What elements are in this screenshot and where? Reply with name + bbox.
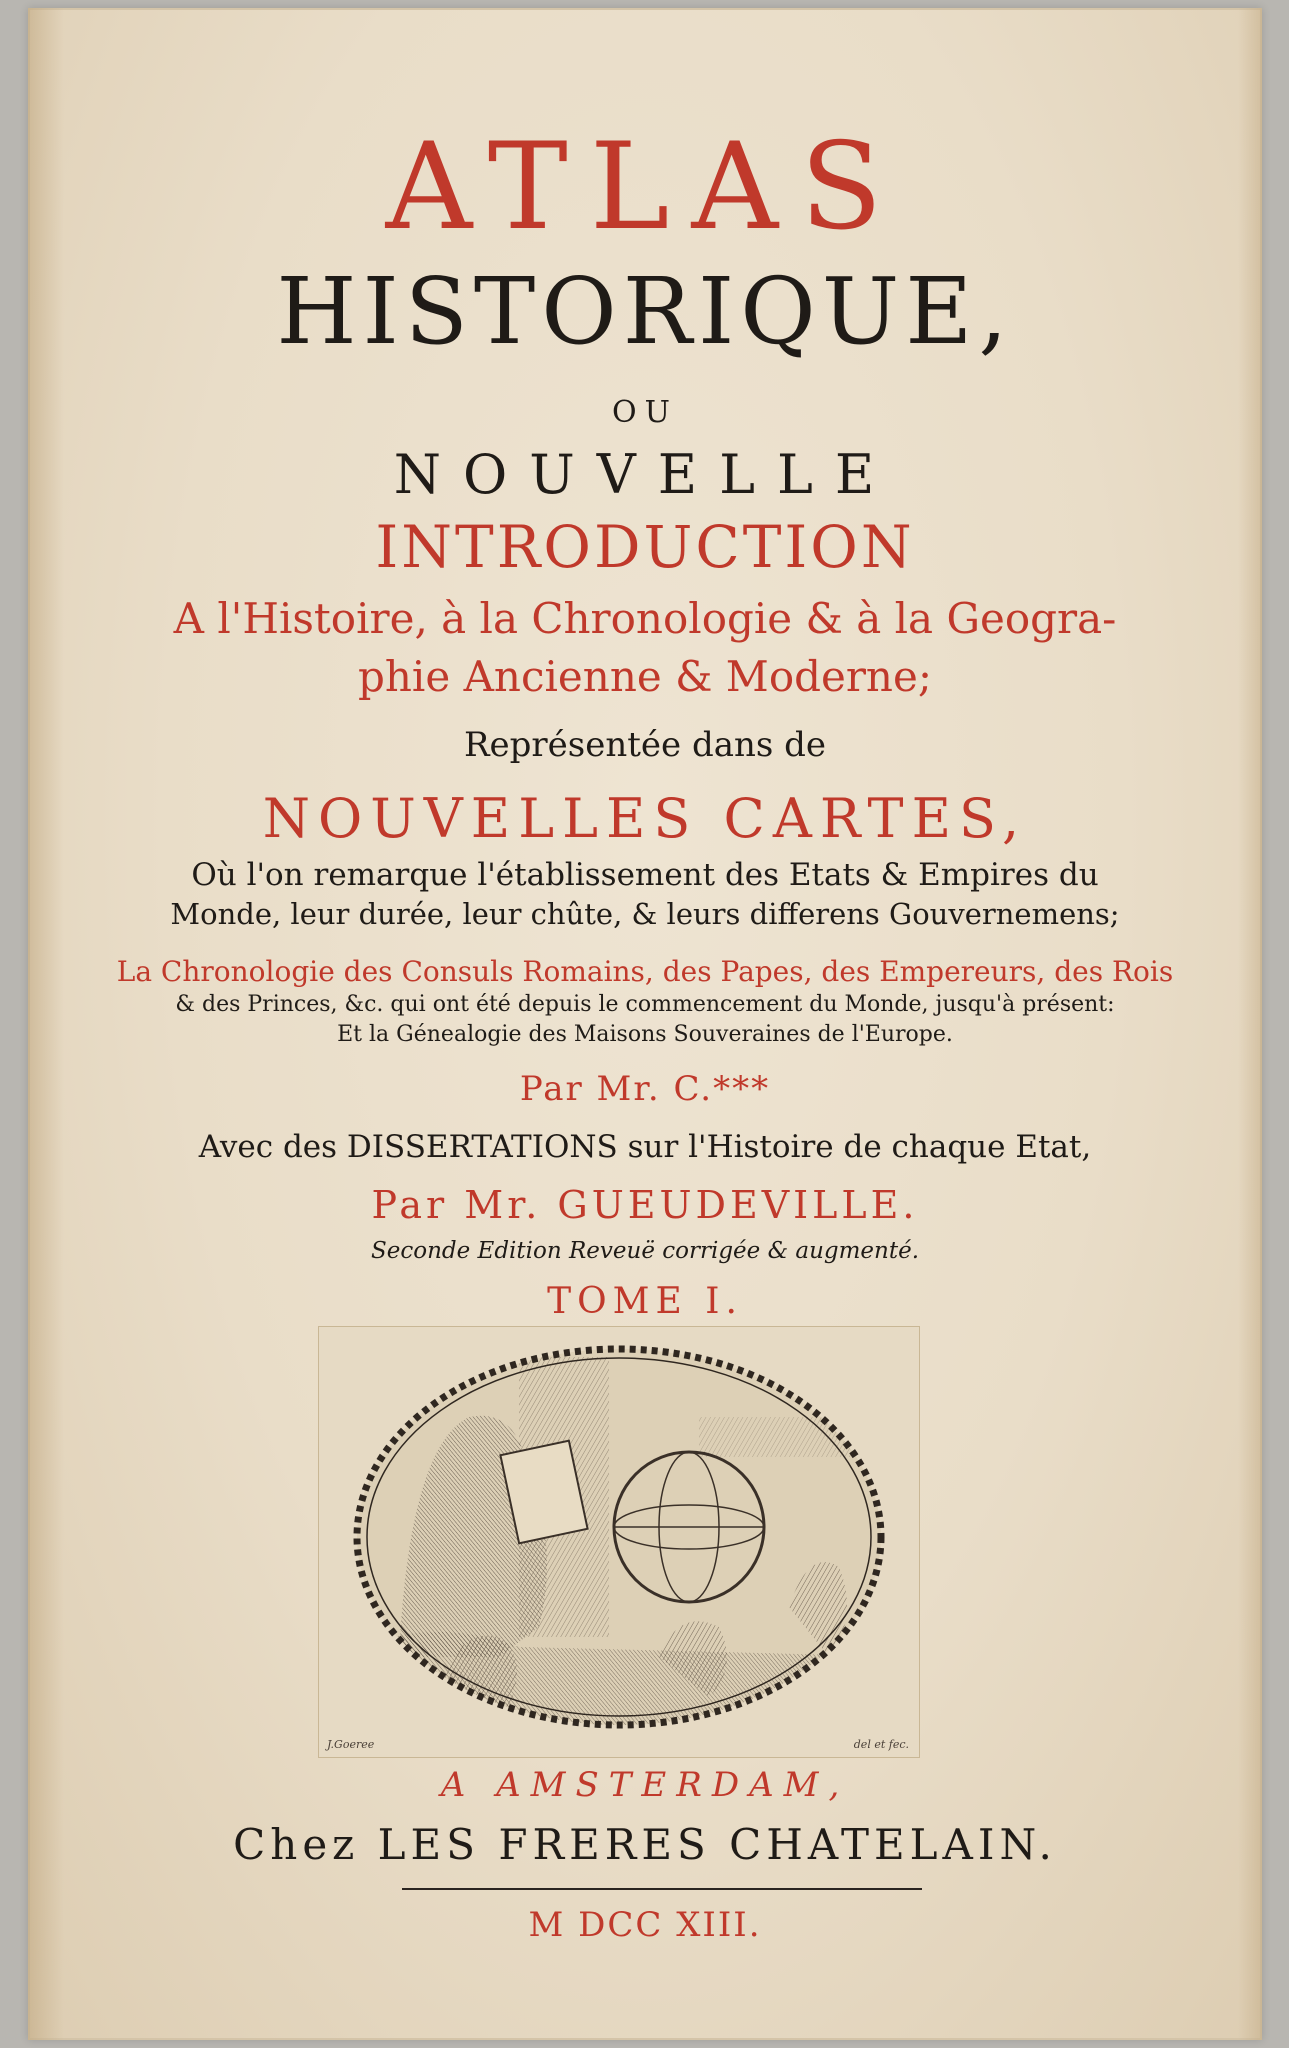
title-introduction: INTRODUCTION	[375, 513, 915, 581]
title-nouvelle: NOUVELLE	[393, 443, 897, 506]
description-line-1: Où l'on remarque l'établissement des Etats & Empires du	[191, 857, 1099, 893]
engraver-signature-left: J.Goeree	[327, 1738, 375, 1751]
imprint-date: M DCC XIII.	[528, 1905, 762, 1945]
title-ou: OU	[612, 395, 678, 430]
nouvelles-cartes-heading: NOUVELLES CARTES,	[262, 787, 1028, 850]
edition-line: Seconde Edition Reveuë corrigée & augmenté.	[370, 1238, 920, 1264]
engraver-signature-right: del et fec.	[853, 1738, 909, 1751]
imprint-publisher: Chez LES FRERES CHATELAIN.	[233, 1820, 1057, 1869]
imprint-divider	[402, 1888, 922, 1890]
subtitle-line-2: phie Ancienne & Moderne;	[358, 652, 932, 701]
description-line-2: Monde, leur durée, leur chûte, & leurs differens Gouvernemens;	[170, 897, 1120, 931]
tome-line: TOME I.	[547, 1281, 743, 1322]
chronologie-line-3: Et la Génealogie des Maisons Souveraines de l'Europe.	[337, 1022, 953, 1047]
title-historique: HISTORIQUE,	[276, 258, 1014, 365]
title-atlas: ATLAS	[385, 118, 905, 257]
author-c-line: Par Mr. C.***	[519, 1069, 771, 1109]
vignette-illustration	[319, 1327, 919, 1757]
chronologie-line-2: & des Princes, &c. qui ont été depuis le commencement du Monde, jusqu'à présent:	[175, 992, 1115, 1017]
title-page	[28, 8, 1262, 2040]
chronologie-line-1: La Chronologie des Consuls Romains, des Papes, des Empereurs, des Rois	[116, 955, 1174, 988]
author-gueudeville-line: Par Mr. GUEUDEVILLE.	[371, 1183, 919, 1227]
imprint-city: A AMSTERDAM,	[440, 1765, 850, 1805]
engraved-vignette	[318, 1326, 920, 1758]
subtitle-line-1: A l'Histoire, à la Chronologie & à la Geogra-	[173, 594, 1117, 643]
representee-line: Représentée dans de	[463, 725, 827, 765]
dissertations-line: Avec des DISSERTATIONS sur l'Histoire de chaque Etat,	[198, 1129, 1092, 1165]
